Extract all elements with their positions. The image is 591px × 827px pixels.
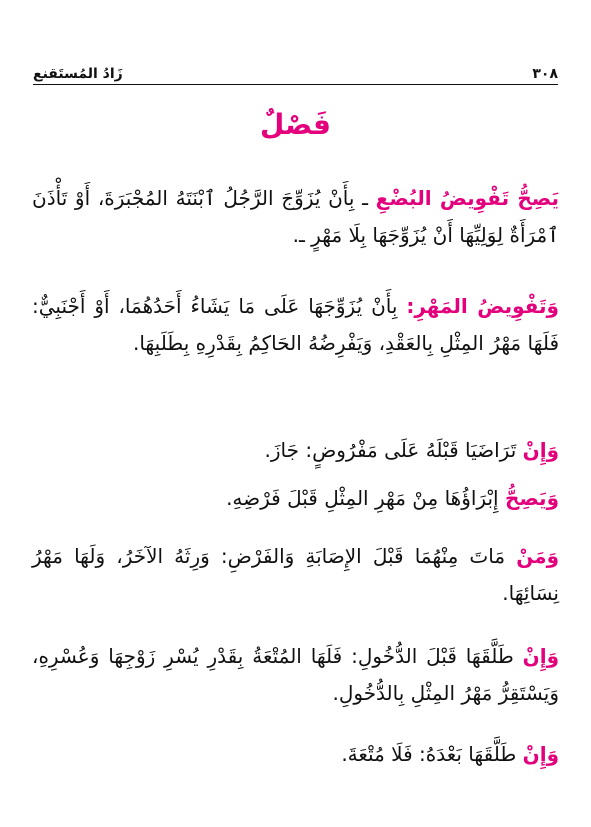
header-divider [33, 84, 558, 85]
paragraph-text: بِأَنْ يُزَوِّجَهَا عَلَى مَا يَشَاءُ أَحَدُهُمَا، أَوْ أَجْنَبِيٌّ: فَلَهَا مَهْرُ المِثْلِ بِالعَقْدِ، وَيَفْرِضُهُ الحَاكِمُ بِقَدْرِهِ بِطَلَبِهَا. [32, 294, 559, 355]
paragraph-text: طَلَّقَهَا بَعْدَهُ: فَلَا مُتْعَةَ. [341, 742, 523, 766]
paragraph-text: مَاتَ مِنْهُمَا قَبْلَ الإِصَابَةِ وَالفَرْضِ: وَرِثَهُ الآخَرُ، وَلَهَا مَهْرُ نِسَائِهَا. [32, 544, 559, 605]
page-number: ٣٠٨ [532, 66, 558, 82]
paragraph-text: ـ بِأَنْ يُزَوِّجَ الرَّجُلُ ٱبْنَتَهُ المُجْبَرَةَ، أَوْ تَأْذَنَ ٱمْرَأَةٌ لِوَلِيِّهَا أَنْ يُزَوِّجَهَا بِلَا مَهْرٍ ـ. [32, 186, 559, 247]
paragraph-text: تَرَاضَيَا قَبْلَهُ عَلَى مَفْرُوضٍ: جَازَ. [264, 438, 523, 462]
page-header [33, 64, 558, 82]
paragraph-lead: وَتَفْوِيضُ المَهْرِ: [406, 294, 559, 318]
paragraph-text: إِبْرَاؤُهَا مِنْ مَهْرِ المِثْلِ قَبْلَ فَرْضِهِ. [226, 486, 505, 510]
paragraph-mutual-agreement [32, 432, 559, 469]
paragraph-dower-delegation [32, 288, 559, 362]
paragraph-lead: وَإِنْ [522, 438, 559, 462]
paragraph-divorce-after [32, 736, 559, 773]
book-title: زَادُ المُستَقنع [33, 66, 123, 82]
paragraph-text: طَلَّقَهَا قَبْلَ الدُّخُولِ: فَلَهَا المُتْعَةُ بِقَدْرِ يُسْرِ زَوْجِهَا وَعُسْرِهِ، وَيَسْتَقِرُّ مَهْرُ المِثْلِ بِالدُّخُولِ. [32, 644, 559, 705]
paragraph-death [32, 538, 559, 612]
paragraph-lead: وَإِنْ [522, 742, 559, 766]
paragraph-lead: وَيَصِحُّ [504, 486, 559, 510]
section-title: فَصْلٌ [260, 108, 331, 141]
paragraph-release [32, 480, 559, 517]
paragraph-bud-delegation [32, 180, 559, 254]
paragraph-lead: وَإِنْ [522, 644, 559, 668]
paragraph-lead: يَصِحُّ تَفْوِيضُ البُضْعِ [375, 186, 559, 210]
paragraph-divorce-before [32, 638, 559, 712]
paragraph-lead: وَمَنْ [516, 544, 559, 568]
